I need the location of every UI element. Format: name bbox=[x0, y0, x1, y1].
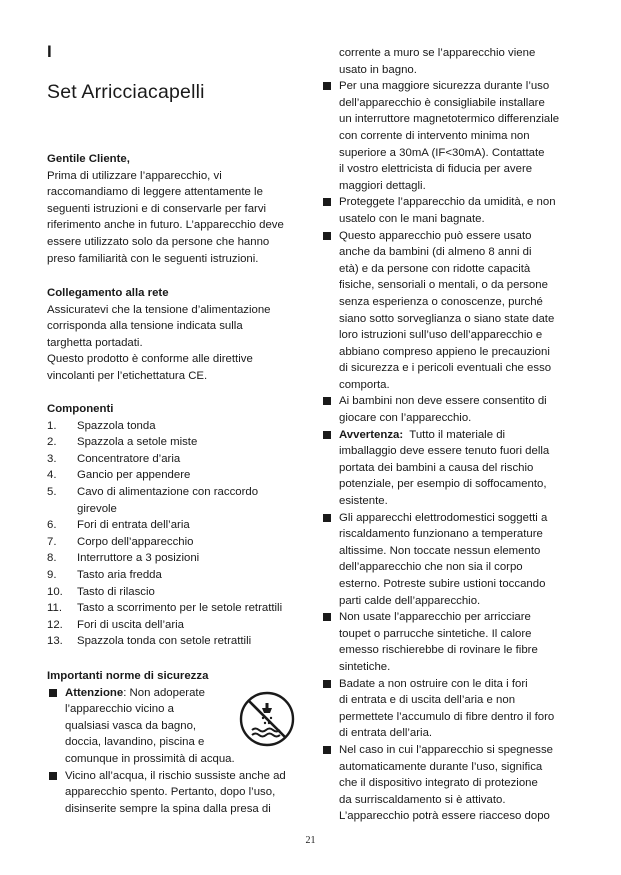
attention-line: doccia, lavandino, piscina e bbox=[65, 736, 205, 749]
connection-line: Assicuratevi che la tensione d’alimentazione bbox=[47, 303, 271, 316]
component-item bbox=[47, 451, 309, 468]
component-number: 4. bbox=[47, 469, 57, 482]
bullet-line: da surriscaldamento si è attivato. bbox=[339, 793, 506, 806]
bullet-line: emesso rischierebbe di rovinare le fibre bbox=[339, 644, 538, 657]
water-bullet bbox=[47, 768, 309, 818]
component-number: 5. bbox=[47, 485, 57, 498]
bullet-square bbox=[49, 689, 57, 697]
page-number: 21 bbox=[305, 835, 316, 846]
water-line: apparecchio spento. Pertanto, dopo l’uso, bbox=[65, 786, 276, 799]
safety-bullet bbox=[321, 427, 577, 510]
intro-heading: Gentile Cliente, bbox=[47, 153, 130, 165]
component-label: Tasto di rilascio bbox=[77, 585, 155, 598]
component-label: Interruttore a 3 posizioni bbox=[77, 552, 200, 565]
bullet-line: Gli apparecchi elettrodomestici soggetti a bbox=[339, 511, 548, 524]
bullet-line: automaticamente durante l’uso, significa bbox=[339, 760, 543, 773]
bullet-line: dell’apparecchio è consigliabile installare bbox=[339, 96, 545, 109]
bullet-line: superiore a 30mA (IF<30mA). Contattate bbox=[339, 146, 545, 159]
bullet-square bbox=[49, 772, 57, 780]
attention-line: l’apparecchio vicino a bbox=[65, 703, 174, 716]
connection-section bbox=[47, 285, 309, 385]
component-number: 8. bbox=[47, 552, 57, 565]
component-number: 3. bbox=[47, 452, 57, 465]
bullet-line: siano sotto sorveglianza o siano state date bbox=[339, 312, 555, 325]
bullet-line: comporta. bbox=[339, 378, 390, 391]
bullet-line: Badate a non ostruire con le dita i fori bbox=[339, 677, 528, 690]
bullet-line: Proteggete l’apparecchio da umidità, e non bbox=[339, 196, 556, 209]
bullet-line: esistente. bbox=[339, 495, 388, 508]
component-item bbox=[47, 467, 309, 484]
component-number: 10. bbox=[47, 585, 63, 598]
bullet-line: esterno. Potreste subire ustioni toccando bbox=[339, 578, 546, 590]
continuation-line: corrente a muro se l’apparecchio viene bbox=[339, 47, 536, 59]
bullet-square bbox=[323, 397, 331, 405]
water-line: disinserite sempre la spina dalla presa di bbox=[65, 802, 271, 815]
bullet-line: dell’apparecchio che non sia il corpo bbox=[339, 561, 523, 574]
component-item bbox=[47, 550, 309, 567]
bullet-line: portata dei bambini a causa del rischio bbox=[339, 461, 534, 474]
components-list bbox=[47, 418, 309, 650]
safety-bullet bbox=[321, 742, 577, 825]
component-number: 2. bbox=[47, 436, 57, 449]
connection-heading: Collegamento alla rete bbox=[47, 287, 169, 299]
safety-bullet bbox=[321, 78, 577, 194]
component-number: 12. bbox=[47, 618, 63, 631]
bullet-line: anche da bambini (di almeno 8 anni di bbox=[339, 246, 532, 259]
bullet-line: abbiano compreso appieno le precauzioni bbox=[339, 345, 550, 358]
safety-bullet bbox=[321, 609, 577, 675]
safety-bullet bbox=[321, 228, 577, 394]
bullet-line: fisiche, sensoriali o mentali, o da persone bbox=[339, 279, 548, 292]
component-item bbox=[47, 534, 309, 551]
bullet-line: di entrata dell’aria. bbox=[339, 727, 433, 740]
bullet-square bbox=[323, 514, 331, 522]
bullet-line: età) e da persone con ridotte capacità bbox=[339, 262, 531, 275]
bullet-line: Non usate l’apparecchio per arricciare bbox=[339, 611, 531, 624]
safety-bullet bbox=[321, 393, 577, 426]
component-number: 11. bbox=[47, 602, 62, 615]
attention-line: comunque in prossimità di acqua. bbox=[65, 752, 235, 765]
bullet-line: Questo apparecchio può essere usato bbox=[339, 229, 532, 242]
component-label: Spazzola a setole miste bbox=[77, 436, 198, 449]
component-item bbox=[47, 484, 309, 517]
bullet-line: Ai bambini non deve essere consentito di bbox=[339, 395, 547, 408]
component-label: Spazzola tonda con setole retrattili bbox=[77, 635, 252, 648]
component-label: girevole bbox=[77, 502, 117, 515]
intro-line: raccomandiamo di leggere attentamente le bbox=[47, 186, 263, 199]
safety-bullet bbox=[321, 510, 577, 610]
bullet-square bbox=[323, 198, 331, 206]
bullet-text: Tutto il materiale di bbox=[403, 428, 506, 441]
component-number: 9. bbox=[47, 568, 57, 581]
bullet-square bbox=[323, 613, 331, 621]
bullet-line: sintetiche. bbox=[339, 660, 391, 673]
component-label: Cavo di alimentazione con raccordo bbox=[77, 485, 259, 498]
component-label: Fori di uscita dell’aria bbox=[77, 618, 184, 631]
right-column-content bbox=[321, 45, 577, 825]
intro-line: seguenti istruzioni e di conservarle per farvi bbox=[47, 202, 267, 215]
component-item bbox=[47, 567, 309, 584]
safety-bullets bbox=[321, 78, 577, 825]
component-label: Gancio per appendere bbox=[77, 469, 191, 482]
attention-text: : Non adoperate bbox=[123, 686, 205, 699]
bullet-line: senza esperienza o conoscenze, purché bbox=[339, 295, 543, 308]
component-item bbox=[47, 418, 309, 435]
component-item bbox=[47, 633, 309, 650]
connection-line: vincolanti per l’etichettatura CE. bbox=[47, 369, 208, 382]
bullet-line: Nel caso in cui l’apparecchio si spegnesse bbox=[339, 743, 554, 756]
intro-line: riferimento anche in futuro. L’apparecchio deve bbox=[47, 219, 284, 232]
bullet-line: il vostro elettricista di fiducia per avere bbox=[339, 163, 533, 176]
bullet-line: parti calde dell’apparecchio. bbox=[339, 594, 481, 607]
bullet-line: di entrata e di uscita dell’aria e non bbox=[339, 694, 516, 707]
component-item bbox=[47, 600, 309, 617]
intro-line: preso familiarità con le seguenti istruzioni. bbox=[47, 252, 259, 265]
no-water-warning-icon bbox=[238, 690, 296, 748]
bullet-line: con corrente di intervento minima non bbox=[339, 129, 530, 142]
bullet-bold-label: Avvertenza: bbox=[339, 428, 404, 441]
bullet-line: permettete l’accumulo di fibre dentro il foro bbox=[339, 710, 555, 723]
component-item bbox=[47, 517, 309, 534]
bullet-line: riscaldamento funzionano a temperature bbox=[339, 528, 543, 541]
connection-line: targhetta portadati. bbox=[47, 336, 143, 349]
components-section bbox=[47, 401, 309, 650]
bullet-line: usatelo con le mani bagnate. bbox=[339, 212, 485, 225]
continuation-text bbox=[321, 45, 577, 78]
bullet-line: maggiori dettagli. bbox=[339, 179, 426, 192]
attention-label: Attenzione bbox=[65, 686, 124, 699]
bullet-square bbox=[323, 431, 331, 439]
language-marker: I bbox=[47, 42, 52, 61]
bullet-line: Per una maggiore sicurezza durante l’uso bbox=[339, 80, 550, 93]
intro-text bbox=[47, 168, 309, 268]
bullet-line: un interruttore magnetotermico differenziale bbox=[339, 113, 560, 126]
intro-section bbox=[47, 151, 309, 267]
bullet-square bbox=[323, 746, 331, 754]
component-item bbox=[47, 434, 309, 451]
component-label: Tasto a scorrimento per le setole retrattili bbox=[77, 602, 283, 615]
bullet-line: altissime. Non toccate nessun elemento bbox=[339, 544, 541, 557]
component-item bbox=[47, 584, 309, 601]
bullet-square bbox=[323, 82, 331, 90]
attention-line: qualsiasi vasca da bagno, bbox=[65, 719, 197, 732]
water-line: Vicino all’acqua, il rischio sussiste anche ad bbox=[65, 769, 286, 782]
bullet-line: di sicurezza e i pericoli eventuali che esso bbox=[339, 362, 552, 375]
bullet-line: potenziale, per esempio di soffocamento, bbox=[339, 478, 547, 491]
component-number: 1. bbox=[47, 419, 57, 432]
bullet-line: L’apparecchio potrà essere riacceso dopo bbox=[339, 810, 550, 823]
component-label: Tasto aria fredda bbox=[77, 568, 162, 581]
intro-line: Prima di utilizzare l’apparecchio, vi bbox=[47, 169, 222, 182]
safety-heading: Importanti norme di sicurezza bbox=[47, 670, 209, 682]
component-number: 13. bbox=[47, 635, 63, 648]
safety-bullet bbox=[321, 194, 577, 227]
component-label: Concentratore d’aria bbox=[77, 452, 181, 465]
component-number: 6. bbox=[47, 519, 57, 532]
component-label: Fori di entrata dell’aria bbox=[77, 519, 190, 532]
bullet-line: loro istruzioni sull’uso dell’apparecchio e bbox=[339, 329, 543, 342]
bullet-square bbox=[323, 680, 331, 688]
page-title: Set Arricciacapelli bbox=[47, 81, 205, 103]
connection-text bbox=[47, 302, 309, 385]
bullet-square bbox=[323, 232, 331, 240]
component-label: Corpo dell’apparecchio bbox=[77, 535, 194, 548]
component-label: Spazzola tonda bbox=[77, 419, 156, 432]
bullet-line: toupet o parrucche sintetiche. Il calore bbox=[339, 627, 532, 640]
components-heading: Componenti bbox=[47, 403, 114, 415]
bullet-line: giocare con l’apparecchio. bbox=[339, 412, 472, 425]
component-number: 7. bbox=[47, 535, 57, 548]
safety-bullet bbox=[321, 676, 577, 742]
connection-line: Questo prodotto è conforme alle direttive bbox=[47, 353, 253, 366]
connection-line: corrisponda alla tensione indicata sulla bbox=[47, 320, 243, 333]
bullet-line bbox=[339, 427, 577, 444]
component-item bbox=[47, 617, 309, 634]
bullet-line: che il dispositivo integrato di protezione bbox=[339, 777, 538, 790]
bullet-line: imballaggio deve essere tenuto fuori della bbox=[339, 445, 550, 458]
continuation-line: usato in bagno. bbox=[339, 63, 417, 76]
intro-line: essere utilizzato solo da persone che hanno bbox=[47, 235, 270, 248]
